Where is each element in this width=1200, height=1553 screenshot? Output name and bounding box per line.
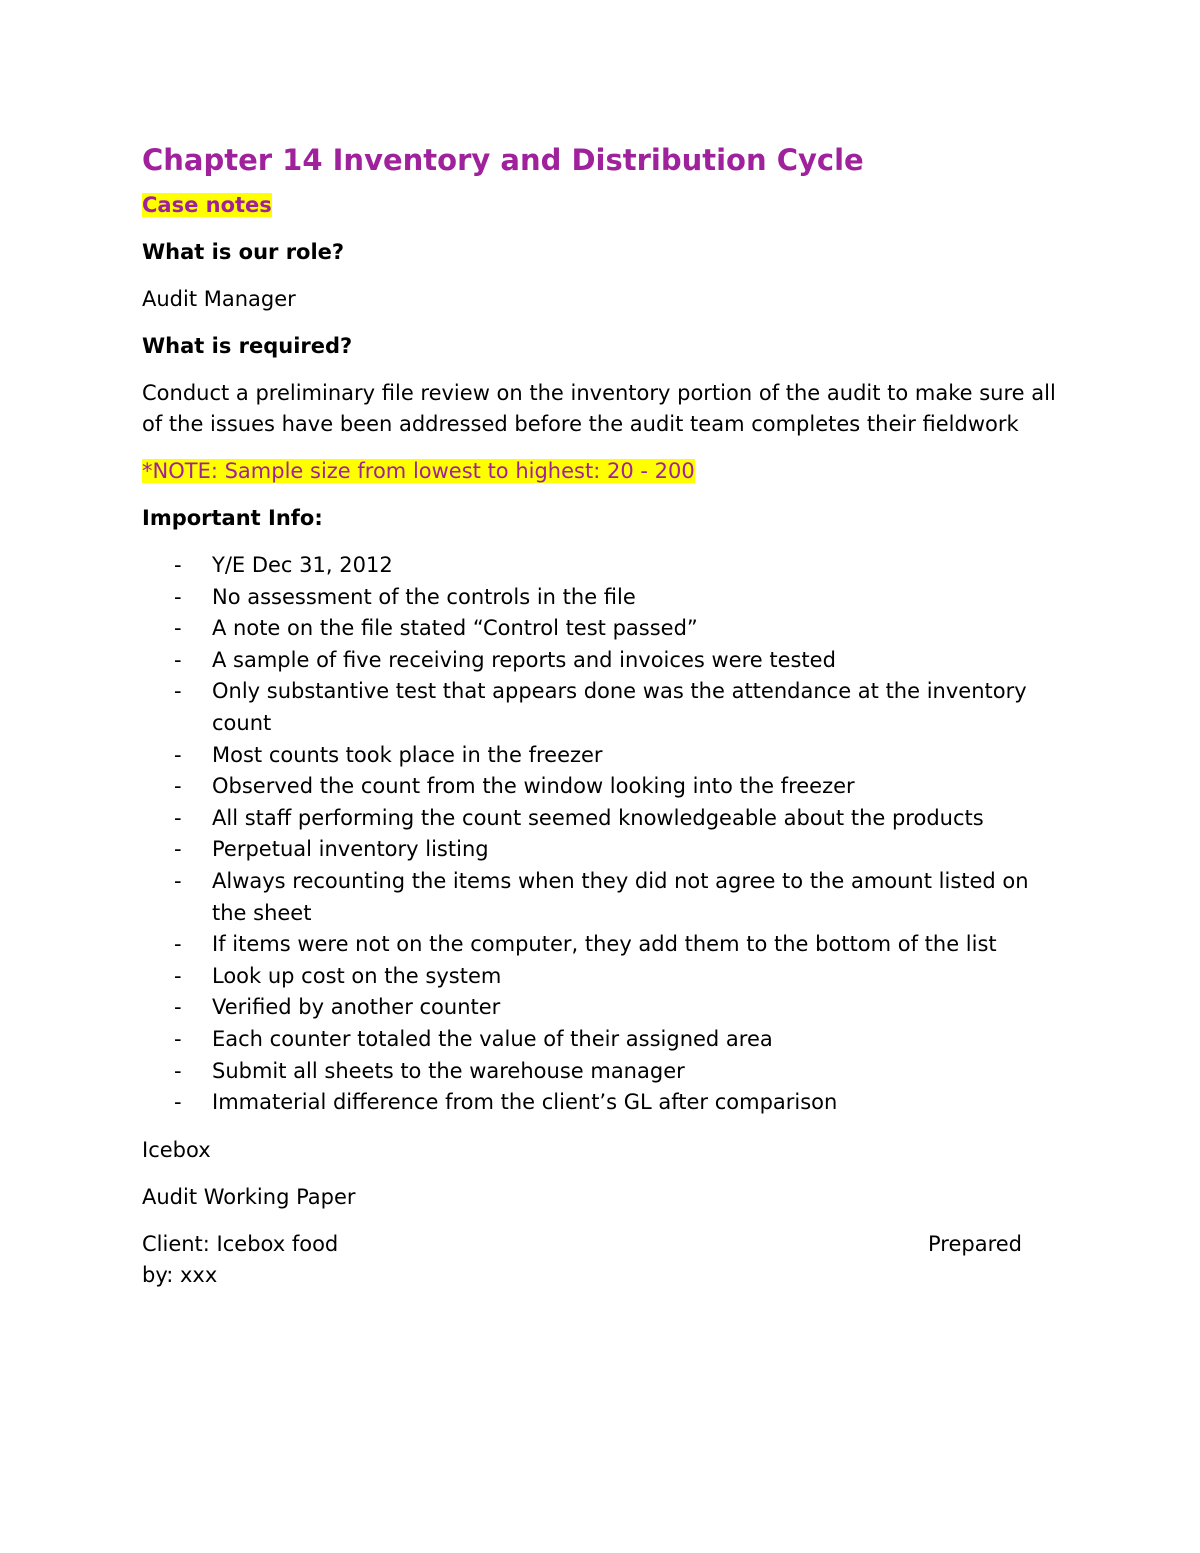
required-answer: Conduct a preliminary file review on the inventory portion of the audit to make sure all of the issues have been addressed before the audit team completes their fieldwork — [142, 381, 1056, 436]
prepared-label: Prepared — [927, 1231, 1022, 1256]
bullet-dash: - — [174, 584, 182, 609]
list-item-text: Only substantive test that appears done was the attendance at the inventory count — [212, 679, 1027, 735]
important-info-heading: Important Info: — [142, 506, 323, 530]
bullet-dash: - — [174, 868, 182, 893]
prepared-by: by: xxx — [142, 1262, 218, 1287]
bullet-dash: - — [174, 679, 182, 704]
list-item — [142, 834, 1060, 866]
client-label: Client: Icebox food — [142, 1231, 339, 1256]
document-title: Chapter 14 Inventory and Distribution Cycle — [142, 143, 864, 177]
list-item-text: Most counts took place in the freezer — [212, 742, 603, 767]
list-item-text: All staff performing the count seemed knowledgeable about the products — [212, 805, 984, 830]
list-item-text: Look up cost on the system — [212, 963, 502, 988]
role-question: What is our role? — [142, 240, 345, 264]
list-item — [142, 803, 1060, 835]
list-item-text: A note on the file stated “Control test passed” — [212, 616, 698, 641]
list-item-text: Immaterial difference from the client’s GL after comparison — [212, 1090, 838, 1115]
bullet-dash: - — [174, 837, 182, 862]
list-item-text: Each counter totaled the value of their assigned area — [212, 1026, 773, 1051]
list-item — [142, 866, 1060, 929]
bullet-dash: - — [174, 963, 182, 988]
bullet-dash: - — [174, 932, 182, 957]
bullet-dash: - — [174, 647, 182, 672]
bullet-dash: - — [174, 1026, 182, 1051]
list-item — [142, 1087, 1060, 1119]
case-notes-label: Case notes — [142, 193, 272, 217]
bullet-dash: - — [174, 774, 182, 799]
list-item-text: Perpetual inventory listing — [212, 837, 489, 862]
list-item-text: Verified by another counter — [212, 995, 501, 1020]
list-item — [142, 961, 1060, 993]
list-item-text: No assessment of the controls in the file — [212, 584, 636, 609]
bullet-dash: - — [174, 616, 182, 641]
list-item-text: If items were not on the computer, they add them to the bottom of the list — [212, 932, 997, 957]
list-item-text: Y/E Dec 31, 2012 — [212, 553, 393, 577]
list-item — [142, 992, 1060, 1024]
bullet-dash: - — [174, 1058, 182, 1083]
list-item — [142, 582, 1060, 614]
sample-size-note-line — [142, 456, 1060, 487]
company-name: Icebox — [142, 1137, 211, 1162]
list-item-text: Submit all sheets to the warehouse manager — [212, 1058, 685, 1083]
important-info-list — [142, 550, 1060, 1119]
bullet-dash: - — [174, 553, 182, 577]
list-item — [142, 1024, 1060, 1056]
bullet-dash: - — [174, 742, 182, 767]
list-item-text: Always recounting the items when they did not agree to the amount listed on the sheet — [212, 868, 1029, 925]
list-item — [142, 613, 1060, 645]
list-item — [142, 740, 1060, 772]
list-item — [142, 550, 1060, 582]
bullet-dash: - — [174, 995, 182, 1020]
list-item — [142, 645, 1060, 677]
case-notes-heading — [142, 190, 1060, 221]
document-page — [142, 138, 1060, 1307]
bullet-dash: - — [174, 1090, 182, 1115]
required-question: What is required? — [142, 334, 353, 358]
role-answer: Audit Manager — [142, 287, 296, 311]
list-item — [142, 1056, 1060, 1088]
list-item — [142, 771, 1060, 803]
list-item-text: A sample of five receiving reports and invoices were tested — [212, 647, 836, 672]
list-item-text: Observed the count from the window looking into the freezer — [212, 774, 855, 799]
list-item — [142, 929, 1060, 961]
list-item — [142, 676, 1060, 739]
bullet-dash: - — [174, 805, 182, 830]
client-line — [142, 1229, 1022, 1260]
working-paper-title: Audit Working Paper — [142, 1184, 356, 1209]
sample-size-note: *NOTE: Sample size from lowest to highest: 20 - 200 — [142, 459, 695, 483]
